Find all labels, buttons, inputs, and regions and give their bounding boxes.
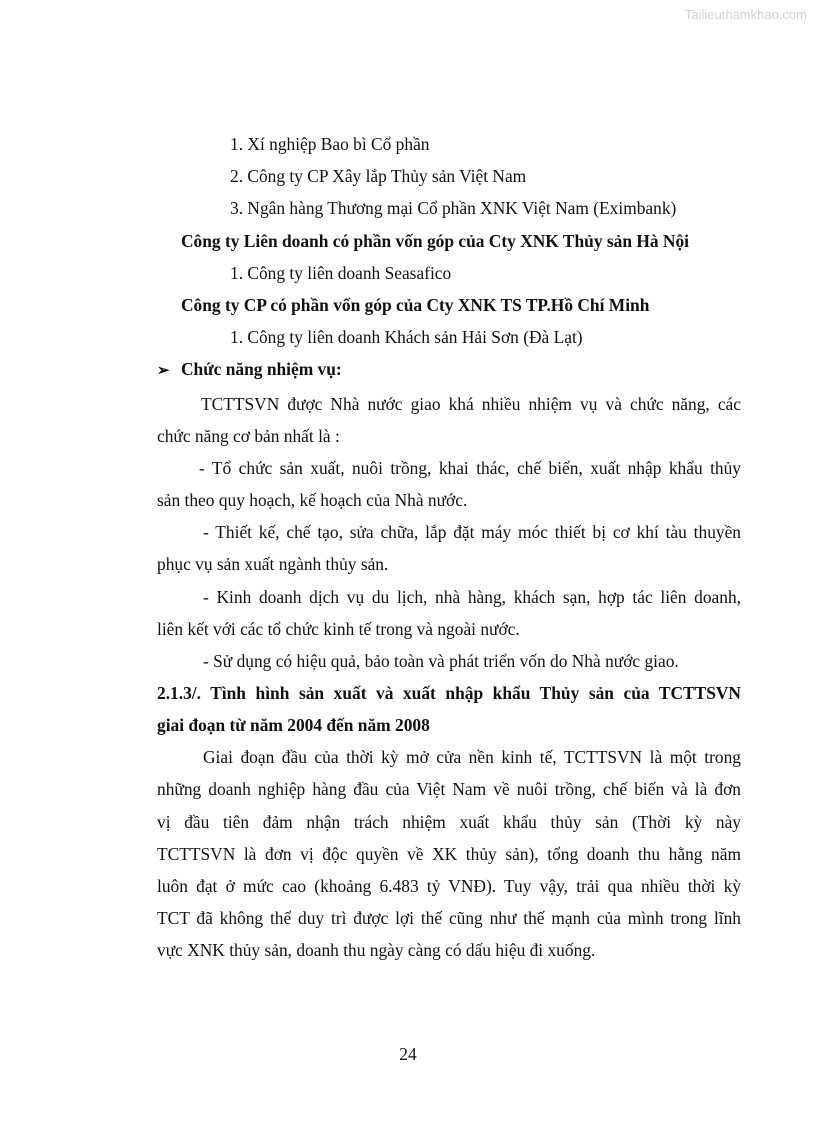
list-item: 3. Ngân hàng Thương mại Cổ phần XNK Việt Nam (Eximbank): [230, 198, 677, 218]
section-title: 2.1.3/. Tình hình sản xuất và xuất nhập khẩu Thủy sản của TCTTSVN: [157, 683, 741, 703]
functions-heading-text: Chức năng nhiệm vụ:: [181, 359, 342, 379]
function-item: - Thiết kế, chế tạo, sửa chữa, lắp đặt máy móc thiết bị cơ khí tàu thuyền: [203, 522, 741, 542]
paragraph-line: vị đầu tiên đảm nhận trách nhiệm xuất khẩu thủy sản (Thời kỳ này: [157, 812, 741, 832]
paragraph-line: TCTTSVN là đơn vị độc quyền về XK thủy sản), tổng doanh thu hằng năm: [157, 844, 741, 864]
function-item-continued: sản theo quy hoạch, kế hoạch của Nhà nước.: [157, 490, 468, 510]
functions-heading: [157, 358, 342, 382]
function-item: - Tổ chức sản xuất, nuôi trồng, khai thác, chế biến, xuất nhập khẩu thủy: [199, 458, 741, 478]
paragraph-line: luôn đạt ở mức cao (khoảng 6.483 tỷ VNĐ). Tuy vậy, trải qua nhiều thời kỳ: [157, 876, 741, 896]
section-title-continued: giai đoạn từ năm 2004 đến năm 2008: [157, 715, 430, 735]
paragraph-line: những doanh nghiệp hàng đầu của Việt Nam về nuôi trồng, chế biến và là đơn: [157, 779, 741, 799]
paragraph-line: vực XNK thủy sản, doanh thu ngày càng có dấu hiệu đi xuống.: [157, 940, 596, 960]
paragraph-line: chức năng cơ bản nhất là :: [157, 426, 340, 446]
paragraph-line: TCT đã không thể duy trì được lợi thế cũng như thế mạnh của mình trong lĩnh: [157, 908, 741, 928]
function-item-continued: liên kết với các tổ chức kinh tế trong và ngoài nước.: [157, 619, 520, 639]
page-number: 24: [399, 1044, 417, 1064]
subheading-joint-venture: Công ty Liên doanh có phần vốn góp của Cty XNK Thủy sản Hà Nội: [181, 231, 689, 251]
function-item: - Kinh doanh dịch vụ du lịch, nhà hàng, khách sạn, hợp tác liên doanh,: [203, 587, 741, 607]
arrow-bullet-icon: ➢: [157, 363, 170, 379]
paragraph-line: TCTTSVN được Nhà nước giao khá nhiều nhiệm vụ và chức năng, các: [201, 394, 741, 414]
list-item: 1. Công ty liên doanh Khách sản Hải Sơn (Đà Lạt): [230, 327, 583, 347]
watermark: Tailieuthamkhao.com: [684, 7, 807, 22]
list-item: 2. Công ty CP Xây lắp Thủy sản Việt Nam: [230, 166, 527, 186]
list-item: 1. Xí nghiệp Bao bì Cổ phần: [230, 134, 430, 154]
function-item-continued: phục vụ sản xuất ngành thủy sản.: [157, 554, 389, 574]
paragraph-line: Giai đoạn đầu của thời kỳ mở cửa nền kinh tế, TCTTSVN là một trong: [203, 747, 741, 767]
list-item: 1. Công ty liên doanh Seasafico: [230, 263, 452, 283]
function-item: - Sử dụng có hiệu quả, bảo toàn và phát triển vốn do Nhà nước giao.: [203, 651, 679, 671]
subheading-joint-stock: Công ty CP có phần vốn góp của Cty XNK TS TP.Hồ Chí Minh: [181, 295, 650, 315]
